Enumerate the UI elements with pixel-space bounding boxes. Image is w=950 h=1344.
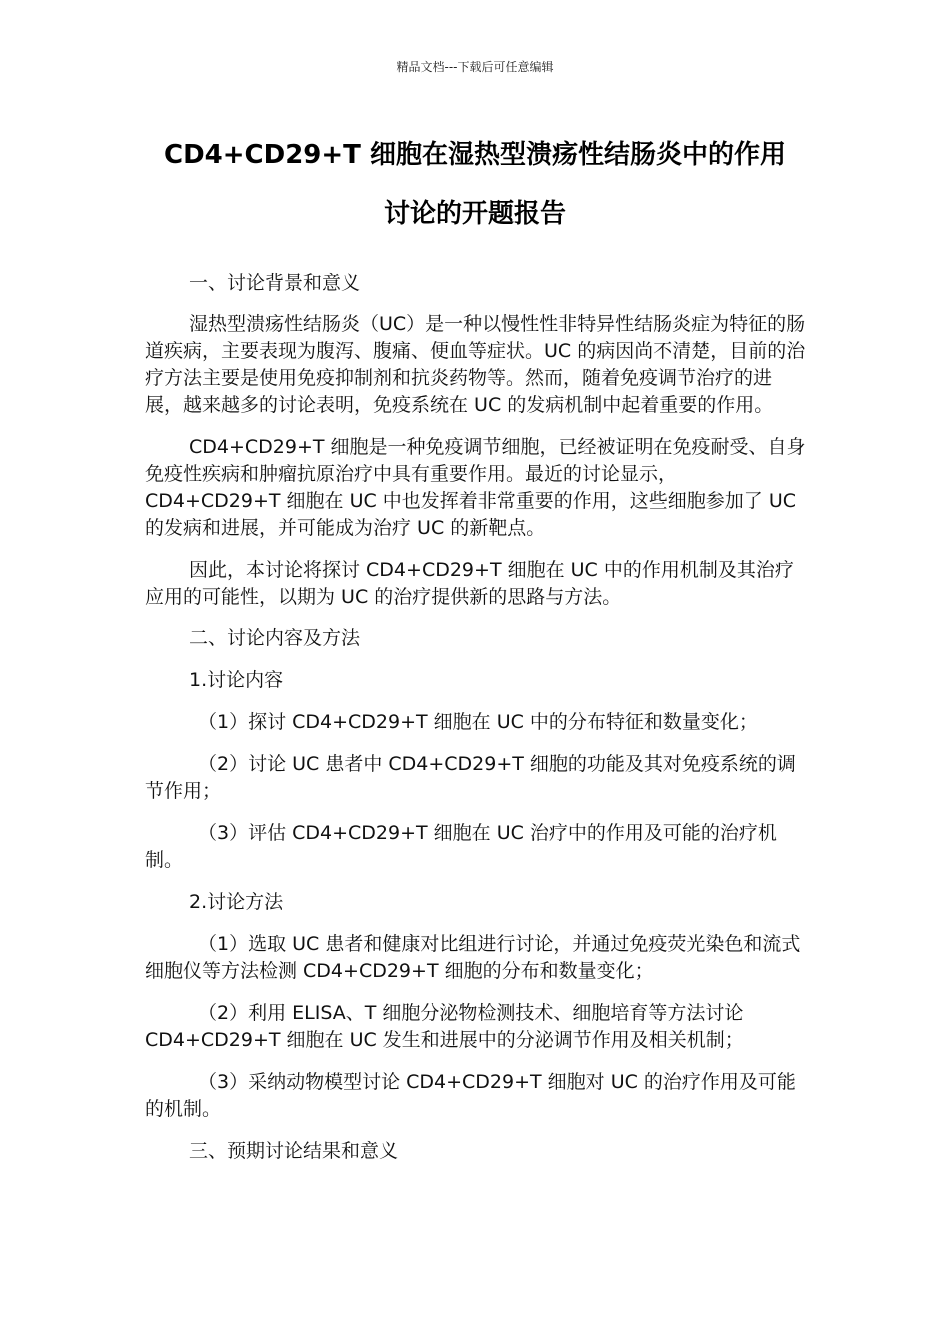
section-heading-content-methods: 二、讨论内容及方法	[189, 627, 361, 649]
section-heading-expected-results: 三、预期讨论结果和意义	[189, 1140, 399, 1162]
header-note: 精品文档---下载后可任意编辑	[396, 60, 554, 74]
content-item-1: （1）探讨 CD4+CD29+T 细胞在 UC 中的分布特征和数量变化；	[198, 711, 758, 733]
document-title-line-2: 讨论的开题报告	[383, 199, 566, 229]
paragraph-study-aim: 因此，本讨论将探讨 CD4+CD29+T 细胞在 UC 中的作用机制及其治疗应用的可能性，以期为 UC 的治疗提供新的思路与方法。	[145, 559, 794, 608]
method-item-1: （1）选取 UC 患者和健康对比组进行讨论，并通过免疫荧光染色和流式细胞仪等方法检测 CD4+CD29+T 细胞的分布和数量变化；	[145, 933, 801, 982]
document-title-line-1: CD4+CD29+T 细胞在湿热型溃疡性结肠炎中的作用	[164, 140, 786, 170]
paragraph-cd4-cells: CD4+CD29+T 细胞是一种免疫调节细胞，已经被证明在免疫耐受、自身免疫性疾病和肿瘤抗原治疗中具有重要作用。最近的讨论显示，CD4+CD29+T 细胞在 UC 中也发挥着非常重要的作用，这些细胞参加了 UC 的发病和进展，并可能成为治疗 UC 的新靶点。	[145, 436, 806, 539]
section-heading-background: 一、讨论背景和意义	[189, 272, 361, 294]
subheading-content: 1.讨论内容	[189, 669, 284, 691]
method-item-3: （3）采纳动物模型讨论 CD4+CD29+T 细胞对 UC 的治疗作用及可能的机制。	[145, 1071, 796, 1120]
method-item-2: （2）利用 ELISA、T 细胞分泌物检测技术、细胞培育等方法讨论 CD4+CD29+T 细胞在 UC 发生和进展中的分泌调节作用及相关机制；	[145, 1002, 744, 1051]
document-body	[145, 270, 807, 1165]
paragraph-uc-intro: 湿热型溃疡性结肠炎（UC）是一种以慢性性非特异性结肠炎症为特征的肠道疾病，主要表现为腹泻、腹痛、便血等症状。UC 的病因尚不清楚，目前的治疗方法主要是使用免疫抑制剂和抗炎药物等。然而，随着免疫调节治疗的进展，越来越多的讨论表明，免疫系统在 UC 的发病机制中起着重要的作用。	[145, 313, 806, 416]
content-item-3: （3）评估 CD4+CD29+T 细胞在 UC 治疗中的作用及可能的治疗机制。	[145, 822, 777, 871]
subheading-methods: 2.讨论方法	[189, 891, 284, 913]
content-item-2: （2）讨论 UC 患者中 CD4+CD29+T 细胞的功能及其对免疫系统的调节作用；	[145, 753, 796, 802]
